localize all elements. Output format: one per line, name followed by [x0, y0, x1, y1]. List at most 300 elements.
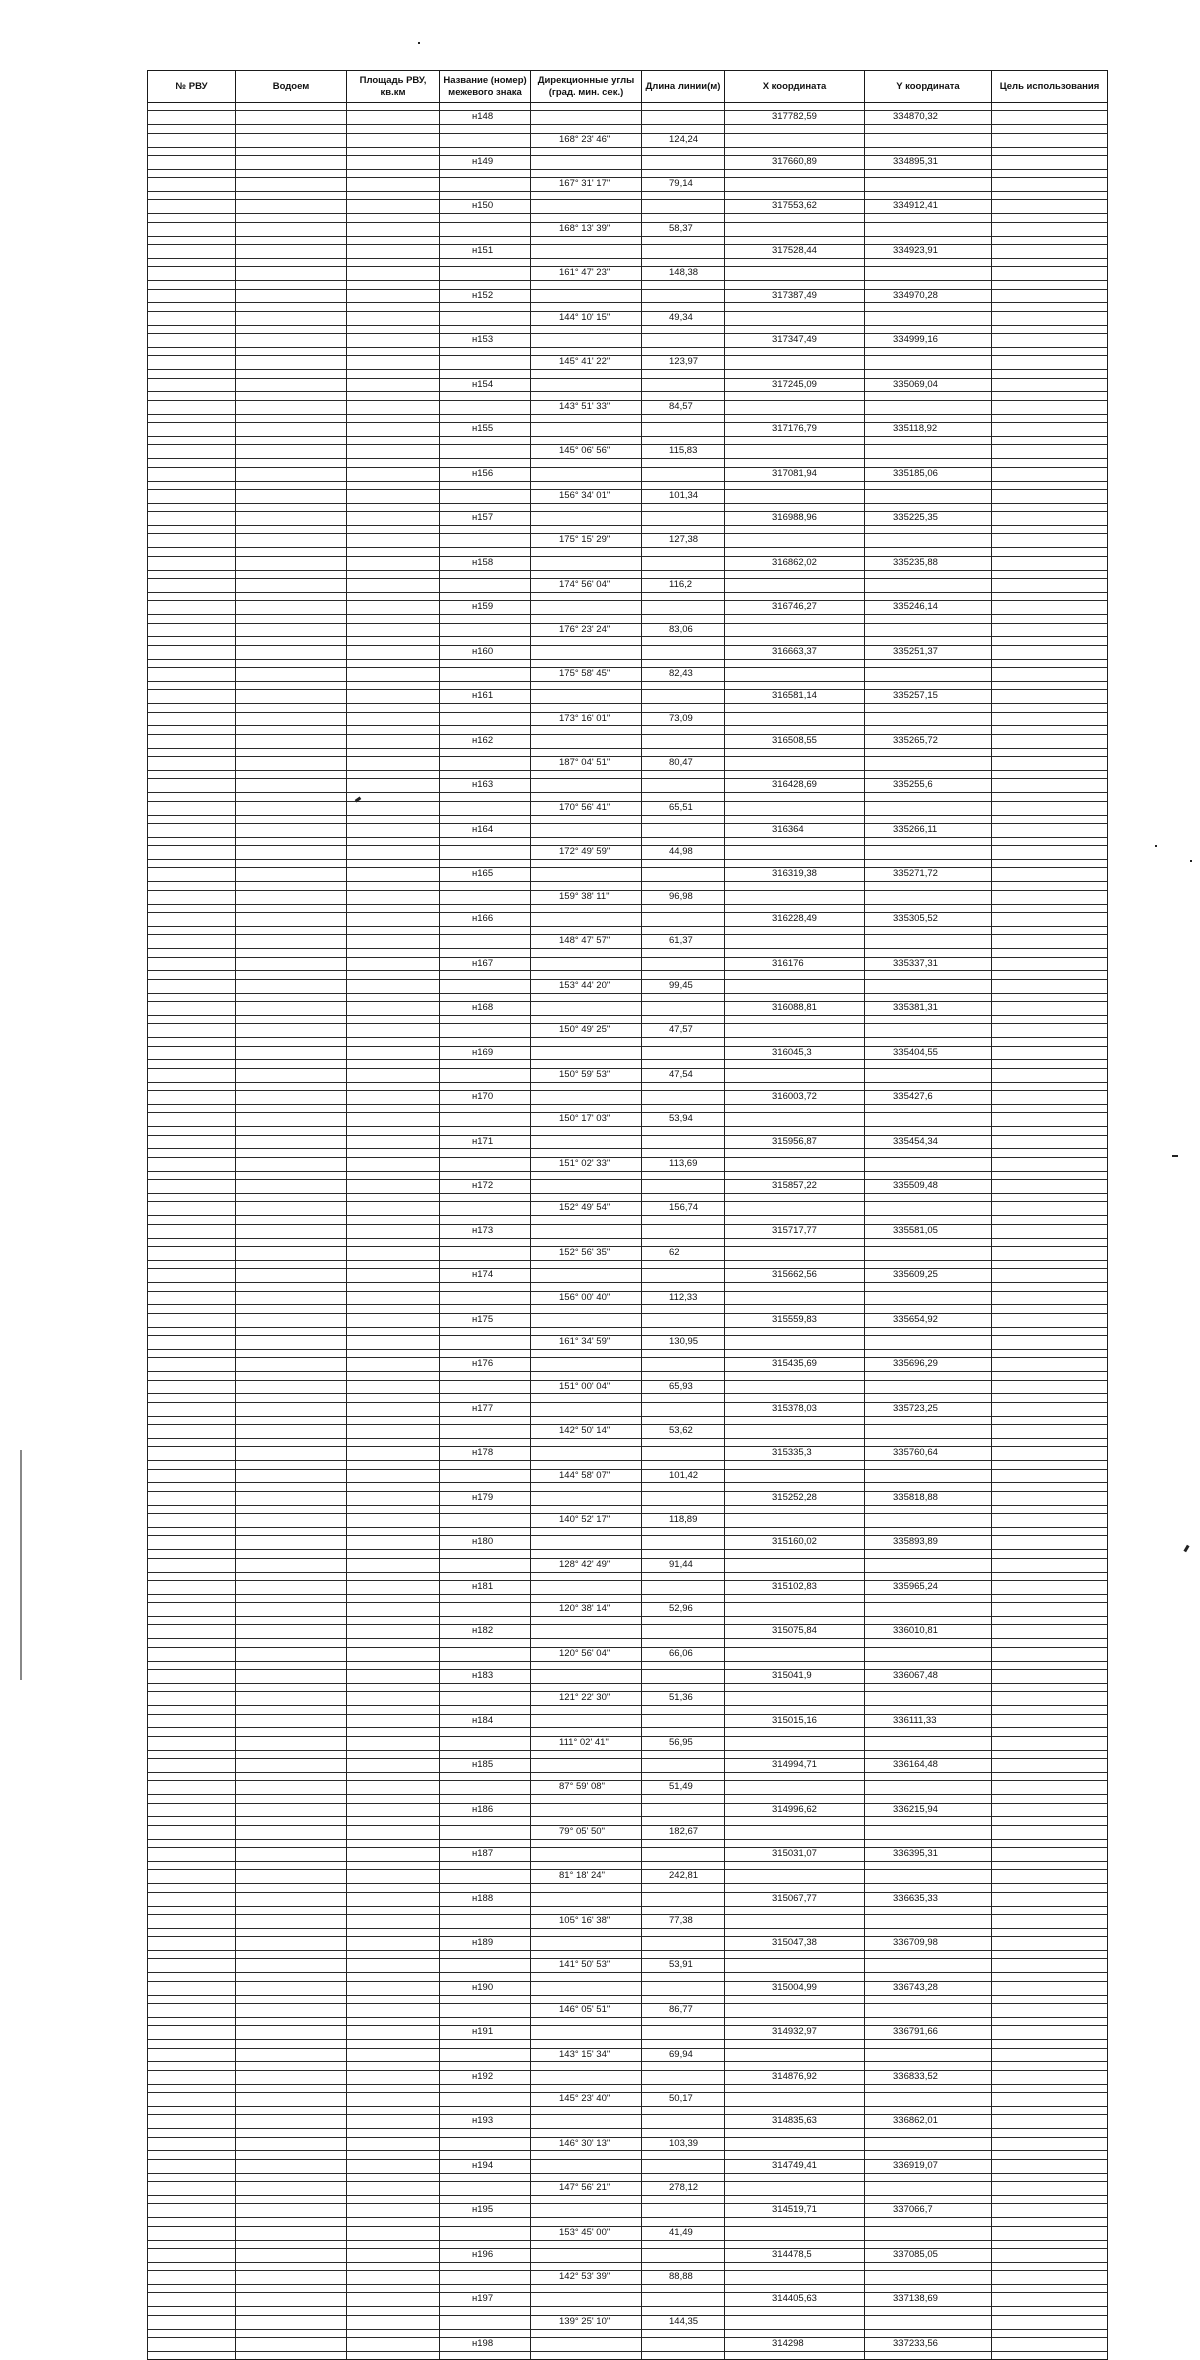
col-purpose-cell: [992, 2285, 1108, 2293]
bearing-cell: 168° 23' 46": [531, 133, 642, 147]
col-x-cell: [725, 481, 865, 489]
col-mark-cell: [440, 1216, 531, 1224]
col-area-cell: [347, 1469, 440, 1483]
col-water-body-cell: [236, 1670, 347, 1684]
col-area-cell: [347, 548, 440, 556]
col-y-cell: [865, 1113, 992, 1127]
col-length-cell: [642, 347, 725, 355]
point-row: [148, 556, 1108, 570]
col-rvu-cell: [148, 592, 236, 600]
col-mark-cell: [440, 1914, 531, 1928]
col-bearing-cell: [531, 823, 642, 837]
col-purpose-cell: [992, 726, 1108, 734]
segment-row: [148, 712, 1108, 726]
col-water-body-cell: [236, 169, 347, 177]
col-y-cell: [865, 637, 992, 645]
mark-name-cell: н162: [440, 734, 531, 748]
col-area-cell: [347, 2115, 440, 2129]
mark-name-cell: н159: [440, 601, 531, 615]
col-water-body-cell: [236, 192, 347, 200]
col-purpose-cell: [992, 111, 1108, 125]
y-coordinate-cell: 336919,07: [865, 2159, 992, 2173]
col-area-cell: [347, 1216, 440, 1224]
col-purpose-cell: [992, 1981, 1108, 1995]
col-y-cell: [865, 1647, 992, 1661]
col-rvu-cell: [148, 793, 236, 801]
col-x-cell: [725, 1594, 865, 1602]
col-y-cell: [865, 169, 992, 177]
col-x-cell: [725, 1127, 865, 1135]
mark-name-cell: н166: [440, 912, 531, 926]
col-area-cell: [347, 289, 440, 303]
col-area-cell: [347, 1224, 440, 1238]
col-y-cell: [865, 1216, 992, 1224]
bearing-cell: 144° 58' 07": [531, 1469, 642, 1483]
col-area-cell: [347, 2329, 440, 2337]
spacer-row: [148, 2351, 1108, 2359]
col-purpose-cell: [992, 2329, 1108, 2337]
col-x-cell: [725, 147, 865, 155]
col-rvu-cell: [148, 815, 236, 823]
mark-name-cell: н181: [440, 1580, 531, 1594]
spacer-row: [148, 1171, 1108, 1179]
length-cell: 58,37: [642, 222, 725, 236]
segment-row: [148, 311, 1108, 325]
col-rvu-cell: [148, 192, 236, 200]
spacer-row: [148, 1661, 1108, 1669]
col-length-cell: [642, 823, 725, 837]
y-coordinate-cell: 335251,37: [865, 645, 992, 659]
col-bearing-cell: [531, 2293, 642, 2307]
col-area-cell: [347, 258, 440, 266]
col-y-cell: [865, 1683, 992, 1691]
col-x-cell: [725, 1906, 865, 1914]
mark-name-cell: н195: [440, 2204, 531, 2218]
col-y-cell: [865, 770, 992, 778]
col-water-body-cell: [236, 1995, 347, 2003]
col-water-body-cell: [236, 1104, 347, 1112]
col-mark-cell: [440, 1194, 531, 1202]
col-purpose-cell: [992, 1514, 1108, 1528]
col-area-cell: [347, 860, 440, 868]
y-coordinate-cell: 336010,81: [865, 1625, 992, 1639]
col-y-cell: [865, 2182, 992, 2196]
segment-row: [148, 1558, 1108, 1572]
col-purpose-cell: [992, 2182, 1108, 2196]
header-bearing: Дирекционные углы (град. мин. сек.): [531, 71, 642, 103]
col-y-cell: [865, 1082, 992, 1090]
col-mark-cell: [440, 1647, 531, 1661]
col-y-cell: [865, 2240, 992, 2248]
col-water-body-cell: [236, 734, 347, 748]
col-rvu-cell: [148, 111, 236, 125]
col-length-cell: [642, 957, 725, 971]
col-rvu-cell: [148, 1981, 236, 1995]
length-cell: 116,2: [642, 579, 725, 593]
col-length-cell: [642, 1327, 725, 1335]
spacer-row: [148, 1349, 1108, 1357]
bearing-cell: 176° 23' 24": [531, 623, 642, 637]
col-water-body-cell: [236, 103, 347, 111]
bearing-cell: 150° 17' 03": [531, 1113, 642, 1127]
col-length-cell: [642, 1104, 725, 1112]
segment-row: [148, 579, 1108, 593]
point-row: [148, 779, 1108, 793]
col-y-cell: [865, 726, 992, 734]
col-rvu-cell: [148, 2137, 236, 2151]
col-x-cell: [725, 303, 865, 311]
col-purpose-cell: [992, 823, 1108, 837]
col-area-cell: [347, 2017, 440, 2025]
col-bearing-cell: [531, 214, 642, 222]
col-area-cell: [347, 392, 440, 400]
col-y-cell: [865, 1246, 992, 1260]
col-x-cell: [725, 2182, 865, 2196]
col-rvu-cell: [148, 1803, 236, 1817]
col-mark-cell: [440, 2315, 531, 2329]
spacer-row: [148, 815, 1108, 823]
col-water-body-cell: [236, 1550, 347, 1558]
col-rvu-cell: [148, 1171, 236, 1179]
col-y-cell: [865, 793, 992, 801]
length-cell: 101,34: [642, 489, 725, 503]
col-x-cell: [725, 1024, 865, 1038]
point-row: [148, 2159, 1108, 2173]
col-purpose-cell: [992, 690, 1108, 704]
col-x-cell: [725, 1736, 865, 1750]
bearing-cell: 142° 53' 39": [531, 2271, 642, 2285]
col-water-body-cell: [236, 400, 347, 414]
col-rvu-cell: [148, 236, 236, 244]
col-area-cell: [347, 1260, 440, 1268]
col-water-body-cell: [236, 1795, 347, 1803]
col-purpose-cell: [992, 1113, 1108, 1127]
col-area-cell: [347, 1135, 440, 1149]
col-x-cell: [725, 949, 865, 957]
col-x-cell: [725, 1772, 865, 1780]
col-rvu-cell: [148, 1238, 236, 1246]
col-length-cell: [642, 370, 725, 378]
col-bearing-cell: [531, 103, 642, 111]
col-water-body-cell: [236, 2062, 347, 2070]
col-bearing-cell: [531, 1536, 642, 1550]
col-x-cell: [725, 1951, 865, 1959]
col-area-cell: [347, 1038, 440, 1046]
y-coordinate-cell: 335760,64: [865, 1447, 992, 1461]
x-coordinate-cell: 316508,55: [725, 734, 865, 748]
col-rvu-cell: [148, 1550, 236, 1558]
col-purpose-cell: [992, 681, 1108, 689]
col-water-body-cell: [236, 1772, 347, 1780]
col-x-cell: [725, 1157, 865, 1171]
col-purpose-cell: [992, 1580, 1108, 1594]
col-area-cell: [347, 668, 440, 682]
col-bearing-cell: [531, 1795, 642, 1803]
col-mark-cell: [440, 1060, 531, 1068]
col-purpose-cell: [992, 1104, 1108, 1112]
col-y-cell: [865, 2195, 992, 2203]
col-area-cell: [347, 1358, 440, 1372]
col-bearing-cell: [531, 1706, 642, 1714]
col-area-cell: [347, 757, 440, 771]
col-rvu-cell: [148, 1246, 236, 1260]
segment-row: [148, 445, 1108, 459]
col-water-body-cell: [236, 2271, 347, 2285]
spacer-row: [148, 548, 1108, 556]
col-y-cell: [865, 2218, 992, 2226]
col-water-body-cell: [236, 1870, 347, 1884]
y-coordinate-cell: 335381,31: [865, 1002, 992, 1016]
col-length-cell: [642, 1505, 725, 1513]
col-mark-cell: [440, 2195, 531, 2203]
col-length-cell: [642, 1661, 725, 1669]
col-water-body-cell: [236, 949, 347, 957]
col-bearing-cell: [531, 1670, 642, 1684]
col-purpose-cell: [992, 1447, 1108, 1461]
col-rvu-cell: [148, 2226, 236, 2240]
col-y-cell: [865, 281, 992, 289]
bearing-cell: 159° 38' 11": [531, 890, 642, 904]
col-mark-cell: [440, 392, 531, 400]
col-purpose-cell: [992, 2226, 1108, 2240]
col-purpose-cell: [992, 623, 1108, 637]
col-purpose-cell: [992, 1951, 1108, 1959]
mark-name-cell: н191: [440, 2026, 531, 2040]
col-water-body-cell: [236, 1825, 347, 1839]
mark-name-cell: н192: [440, 2070, 531, 2084]
mark-name-cell: н150: [440, 200, 531, 214]
col-water-body-cell: [236, 1438, 347, 1446]
col-length-cell: [642, 779, 725, 793]
col-rvu-cell: [148, 2329, 236, 2337]
col-purpose-cell: [992, 103, 1108, 111]
col-length-cell: [642, 1848, 725, 1862]
col-purpose-cell: [992, 1380, 1108, 1394]
col-y-cell: [865, 890, 992, 904]
col-water-body-cell: [236, 1060, 347, 1068]
y-coordinate-cell: 337233,56: [865, 2337, 992, 2351]
col-purpose-cell: [992, 1817, 1108, 1825]
col-length-cell: [642, 1483, 725, 1491]
col-water-body-cell: [236, 2218, 347, 2226]
col-bearing-cell: [531, 414, 642, 422]
mark-name-cell: н198: [440, 2337, 531, 2351]
mark-name-cell: н175: [440, 1313, 531, 1327]
col-purpose-cell: [992, 370, 1108, 378]
col-x-cell: [725, 169, 865, 177]
col-rvu-cell: [148, 1127, 236, 1135]
col-rvu-cell: [148, 1283, 236, 1291]
spacer-row: [148, 192, 1108, 200]
col-area-cell: [347, 1269, 440, 1283]
col-purpose-cell: [992, 579, 1108, 593]
col-rvu-cell: [148, 222, 236, 236]
col-water-body-cell: [236, 1402, 347, 1416]
length-cell: 99,45: [642, 979, 725, 993]
col-length-cell: [642, 1038, 725, 1046]
col-area-cell: [347, 601, 440, 615]
col-area-cell: [347, 1848, 440, 1862]
mark-name-cell: н190: [440, 1981, 531, 1995]
col-y-cell: [865, 1884, 992, 1892]
col-bearing-cell: [531, 200, 642, 214]
spacer-row: [148, 2040, 1108, 2048]
col-water-body-cell: [236, 236, 347, 244]
spacer-row: [148, 1951, 1108, 1959]
col-bearing-cell: [531, 1313, 642, 1327]
col-purpose-cell: [992, 222, 1108, 236]
col-bearing-cell: [531, 1216, 642, 1224]
col-x-cell: [725, 414, 865, 422]
col-mark-cell: [440, 1372, 531, 1380]
col-bearing-cell: [531, 1817, 642, 1825]
col-y-cell: [865, 1372, 992, 1380]
mark-name-cell: н186: [440, 1803, 531, 1817]
col-purpose-cell: [992, 2084, 1108, 2092]
col-length-cell: [642, 1772, 725, 1780]
col-rvu-cell: [148, 423, 236, 437]
col-purpose-cell: [992, 2271, 1108, 2285]
col-bearing-cell: [531, 1305, 642, 1313]
col-length-cell: [642, 459, 725, 467]
col-water-body-cell: [236, 890, 347, 904]
col-length-cell: [642, 690, 725, 704]
col-length-cell: [642, 2204, 725, 2218]
col-bearing-cell: [531, 690, 642, 704]
col-y-cell: [865, 436, 992, 444]
col-mark-cell: [440, 668, 531, 682]
col-rvu-cell: [148, 1104, 236, 1112]
col-bearing-cell: [531, 1937, 642, 1951]
col-rvu-cell: [148, 868, 236, 882]
col-water-body-cell: [236, 2195, 347, 2203]
col-water-body-cell: [236, 1224, 347, 1238]
col-purpose-cell: [992, 2137, 1108, 2151]
header-x-coordinate: X координата: [725, 71, 865, 103]
col-purpose-cell: [992, 904, 1108, 912]
col-rvu-cell: [148, 1461, 236, 1469]
col-purpose-cell: [992, 882, 1108, 890]
col-mark-cell: [440, 1706, 531, 1714]
col-purpose-cell: [992, 2129, 1108, 2137]
col-y-cell: [865, 1127, 992, 1135]
col-purpose-cell: [992, 1127, 1108, 1135]
col-rvu-cell: [148, 103, 236, 111]
length-cell: 53,94: [642, 1113, 725, 1127]
spacer-row: [148, 1572, 1108, 1580]
col-length-cell: [642, 125, 725, 133]
col-area-cell: [347, 1283, 440, 1291]
col-length-cell: [642, 1238, 725, 1246]
col-length-cell: [642, 281, 725, 289]
col-water-body-cell: [236, 1358, 347, 1372]
col-rvu-cell: [148, 1491, 236, 1505]
col-bearing-cell: [531, 2248, 642, 2262]
col-mark-cell: [440, 949, 531, 957]
col-water-body-cell: [236, 1617, 347, 1625]
col-bearing-cell: [531, 2351, 642, 2359]
x-coordinate-cell: 315102,83: [725, 1580, 865, 1594]
col-length-cell: [642, 2129, 725, 2137]
spacer-row: [148, 882, 1108, 890]
col-water-body-cell: [236, 2159, 347, 2173]
col-purpose-cell: [992, 957, 1108, 971]
x-coordinate-cell: 315378,03: [725, 1402, 865, 1416]
col-x-cell: [725, 837, 865, 845]
col-mark-cell: [440, 2062, 531, 2070]
col-rvu-cell: [148, 2315, 236, 2329]
col-x-cell: [725, 2329, 865, 2337]
col-length-cell: [642, 414, 725, 422]
col-y-cell: [865, 623, 992, 637]
col-mark-cell: [440, 503, 531, 511]
col-rvu-cell: [148, 1372, 236, 1380]
segment-row: [148, 1380, 1108, 1394]
spacer-row: [148, 1082, 1108, 1090]
col-water-body-cell: [236, 1817, 347, 1825]
col-water-body-cell: [236, 1884, 347, 1892]
col-water-body-cell: [236, 133, 347, 147]
col-length-cell: [642, 1951, 725, 1959]
col-mark-cell: [440, 2271, 531, 2285]
col-rvu-cell: [148, 155, 236, 169]
col-water-body-cell: [236, 489, 347, 503]
col-purpose-cell: [992, 712, 1108, 726]
col-water-body-cell: [236, 1839, 347, 1847]
spacer-row: [148, 2307, 1108, 2315]
col-length-cell: [642, 1906, 725, 1914]
col-bearing-cell: [531, 2218, 642, 2226]
col-purpose-cell: [992, 1038, 1108, 1046]
col-area-cell: [347, 281, 440, 289]
col-x-cell: [725, 258, 865, 266]
col-length-cell: [642, 971, 725, 979]
spacer-row: [148, 1372, 1108, 1380]
col-rvu-cell: [148, 1291, 236, 1305]
col-rvu-cell: [148, 1973, 236, 1981]
col-length-cell: [642, 2115, 725, 2129]
col-mark-cell: [440, 1870, 531, 1884]
col-purpose-cell: [992, 1402, 1108, 1416]
x-coordinate-cell: 315031,07: [725, 1848, 865, 1862]
length-cell: 47,57: [642, 1024, 725, 1038]
col-y-cell: [865, 1202, 992, 1216]
col-x-cell: [725, 2315, 865, 2329]
col-mark-cell: [440, 214, 531, 222]
col-bearing-cell: [531, 1906, 642, 1914]
col-rvu-cell: [148, 1759, 236, 1773]
col-y-cell: [865, 1728, 992, 1736]
col-length-cell: [642, 1973, 725, 1981]
mark-name-cell: н184: [440, 1714, 531, 1728]
col-area-cell: [347, 2307, 440, 2315]
length-cell: 52,96: [642, 1603, 725, 1617]
col-length-cell: [642, 1817, 725, 1825]
bearing-cell: 151° 00' 04": [531, 1380, 642, 1394]
mark-name-cell: н160: [440, 645, 531, 659]
col-x-cell: [725, 2285, 865, 2293]
col-x-cell: [725, 904, 865, 912]
col-rvu-cell: [148, 935, 236, 949]
col-rvu-cell: [148, 1060, 236, 1068]
spacer-row: [148, 1015, 1108, 1023]
col-purpose-cell: [992, 1617, 1108, 1625]
col-x-cell: [725, 1781, 865, 1795]
col-water-body-cell: [236, 2329, 347, 2337]
col-mark-cell: [440, 637, 531, 645]
col-y-cell: [865, 1550, 992, 1558]
col-area-cell: [347, 192, 440, 200]
